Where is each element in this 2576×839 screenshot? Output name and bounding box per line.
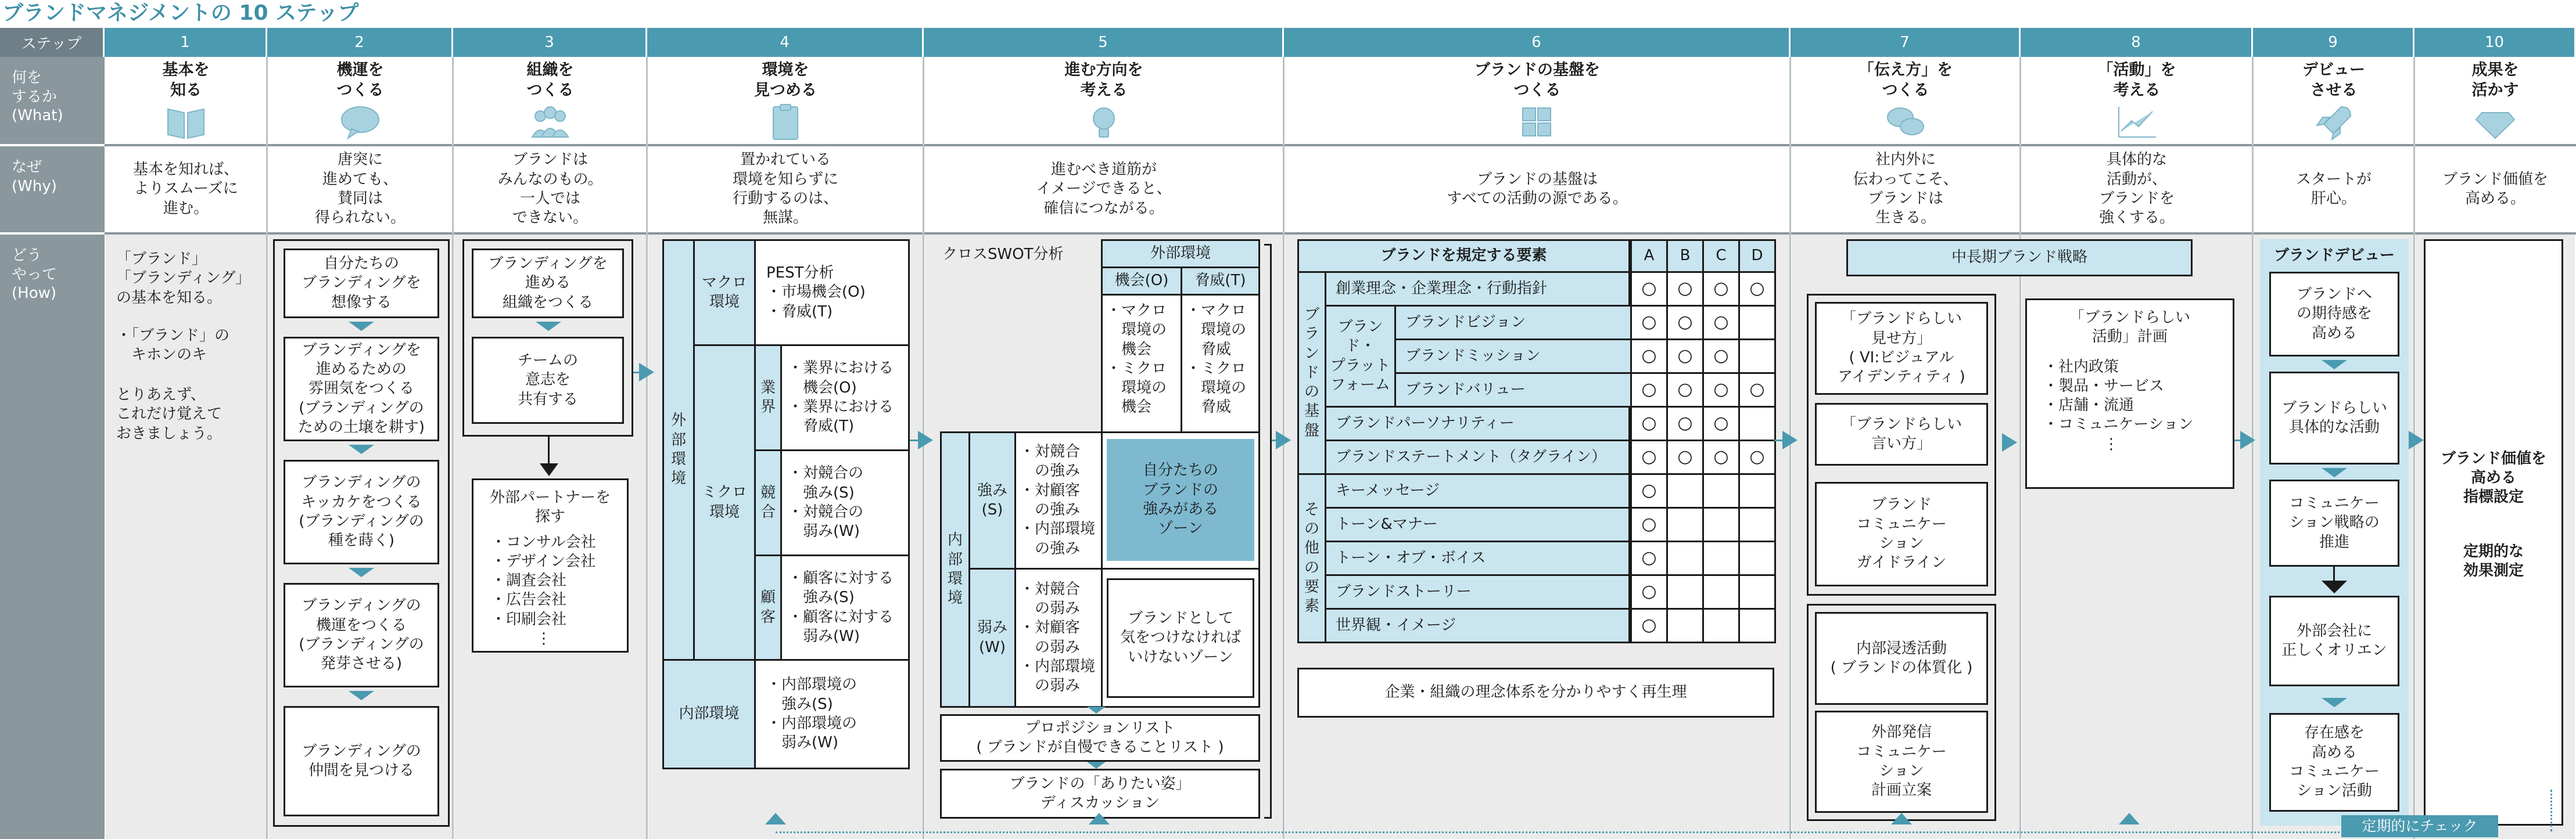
step6-mark-5-0: ○ bbox=[1630, 440, 1668, 475]
check-dotted-line bbox=[776, 831, 2489, 833]
step5-opp-header: 機会(O) bbox=[1101, 267, 1182, 296]
step5-thr-header: 脅威(T) bbox=[1181, 267, 1260, 296]
why-text-6: ブランドの基盤は すべての活動の源である。 bbox=[1447, 170, 1628, 207]
why-text-1: 基本を知れば、 よりスムーズに 進む。 bbox=[132, 161, 239, 217]
step6-mark-7-2 bbox=[1702, 507, 1740, 542]
step6-mark-5-2: ○ bbox=[1702, 440, 1740, 475]
step6-col-C: C bbox=[1702, 239, 1740, 273]
check-dotted-up bbox=[2550, 790, 2552, 831]
step1-text-2: ・「ブランド」の キホンのキ bbox=[116, 327, 230, 364]
why-text-4: 置かれている 環境を知らずに 行動するのは、 無謀。 bbox=[732, 151, 838, 227]
step5-cross-swot-label: クロスSWOT分析 bbox=[942, 246, 1064, 263]
step6-mark-5-3: ○ bbox=[1738, 440, 1776, 475]
step2-box-5: ブランディングの 仲間を見つける bbox=[284, 706, 439, 816]
step3-partner-list: ・コンサル会社 ・デザイン会社 ・調査会社 ・広告会社 ・印刷会社 ⋮ bbox=[491, 533, 596, 647]
flow-arrow-8-9 bbox=[2240, 431, 2255, 449]
why-text-9: スタートが 肝心。 bbox=[2295, 170, 2372, 207]
step-number-9: 9 bbox=[2253, 28, 2414, 57]
step5-bracket bbox=[1270, 244, 1272, 819]
step6-base-label: ブ ラ ン ド の 基 盤 bbox=[1297, 271, 1326, 475]
step-number-5: 5 bbox=[924, 28, 1284, 57]
step6-col-B: B bbox=[1666, 239, 1704, 273]
what-label-6: ブランドの基盤を つくる bbox=[1474, 61, 1600, 99]
why-text-3: ブランドは みんなのもの。 一人では できない。 bbox=[497, 151, 603, 227]
clipboard-icon bbox=[759, 99, 812, 145]
page-title: ブランドマネジメントの 10 ステップ bbox=[2, 1, 359, 25]
step9-box-3: コミュニケー ション戦略の 推進 bbox=[2269, 480, 2399, 567]
why-text-2: 唐突に 進めても、 賛同は 得られない。 bbox=[314, 151, 406, 227]
step10-box bbox=[2424, 239, 2563, 826]
growth-chart-icon bbox=[2110, 99, 2164, 145]
step-number-6: 6 bbox=[1284, 28, 1791, 57]
step78-header: 中長期ブランド戦略 bbox=[1846, 239, 2193, 276]
step4-external-label: 外 部 環 境 bbox=[662, 239, 695, 661]
flow-arrow-5-6 bbox=[1276, 431, 1291, 449]
step2-box-3: ブランディングの キッカケをつくる (ブランディングの 種を蒔く) bbox=[284, 460, 439, 564]
what-label-1: 基本を 知る bbox=[162, 61, 210, 99]
step6-mark-10-2 bbox=[1702, 608, 1740, 643]
step-header-label: ステップ bbox=[0, 28, 105, 57]
step6-mark-0-1: ○ bbox=[1666, 271, 1704, 307]
what-label-4: 環境を 見つめる bbox=[754, 61, 817, 99]
step9-box-1: ブランドへ の期待感を 高める bbox=[2269, 272, 2399, 357]
step6-mark-6-1 bbox=[1666, 473, 1704, 509]
step4-internal-text: ・内部環境の 強み(S) ・内部環境の 弱み(W) bbox=[754, 659, 910, 769]
step6-mark-9-2 bbox=[1702, 574, 1740, 610]
step2-arrow-3 bbox=[349, 568, 374, 577]
step4-customer-label: 顧 客 bbox=[754, 554, 782, 661]
step-number-2: 2 bbox=[267, 28, 453, 57]
step10-text-1: ブランド価値を 高める 指標設定 bbox=[2440, 449, 2546, 506]
step6-mark-4-2: ○ bbox=[1702, 406, 1740, 441]
step5-ideal-discussion: ブランドの「ありたい姿」 ディスカッション bbox=[940, 769, 1260, 819]
step6-mark-8-1 bbox=[1666, 541, 1704, 576]
step4-internal-label: 内部環境 bbox=[662, 659, 756, 769]
step6-col-D: D bbox=[1738, 239, 1776, 273]
step-number-8: 8 bbox=[2021, 28, 2253, 57]
step6-other-label: そ の 他 の 要 素 bbox=[1297, 473, 1326, 643]
step6-row-r_phil: 創業理念・企業理念・行動指針 bbox=[1325, 271, 1630, 307]
step4-competition-text: ・対競合の 強み(S) ・対競合の 弱み(W) bbox=[780, 449, 910, 556]
step6-mark-5-1: ○ bbox=[1666, 440, 1704, 475]
puzzle-icon bbox=[1511, 99, 1564, 145]
step6-mark-1-3 bbox=[1738, 305, 1776, 340]
step6-mark-7-3 bbox=[1738, 507, 1776, 542]
step6-mark-6-0: ○ bbox=[1630, 473, 1668, 509]
step7-visual: 「ブランドらしい 見せ方」 ( VI:ビジュアル アイデンティティ ) bbox=[1815, 302, 1988, 395]
step10-text-2: 定期的な 効果測定 bbox=[2463, 542, 2524, 579]
why-text-7: 社内外に 伝わってこそ、 ブランドは 生きる。 bbox=[1853, 151, 1958, 227]
step7-external: 外部発信 コミュニケー ション 計画立案 bbox=[1815, 711, 1988, 813]
step6-row-r_value: ブランドバリュー bbox=[1394, 372, 1632, 408]
step6-mark-3-3: ○ bbox=[1738, 372, 1776, 408]
step6-mark-10-3 bbox=[1738, 608, 1776, 643]
step6-row-r_mission: ブランドミッション bbox=[1394, 339, 1632, 374]
step3-partner-box bbox=[472, 478, 629, 653]
step6-mark-3-2: ○ bbox=[1702, 372, 1740, 408]
step6-mark-4-1: ○ bbox=[1666, 406, 1704, 441]
step6-mark-10-0: ○ bbox=[1630, 608, 1668, 643]
what-label-2: 機運を つくる bbox=[336, 61, 384, 99]
step6-mark-3-0: ○ bbox=[1630, 372, 1668, 408]
step4-macro-label: マクロ 環境 bbox=[693, 239, 756, 346]
step6-mark-8-2 bbox=[1702, 541, 1740, 576]
why-text-5: 進むべき道筋が イメージできると、 確信につながる。 bbox=[1036, 161, 1172, 217]
step6-row-r_voice: トーン・オブ・ボイス bbox=[1325, 541, 1630, 576]
step6-mark-4-3 bbox=[1738, 406, 1776, 441]
step6-bottom-note: 企業・組織の理念体系を分かりやすく再生理 bbox=[1297, 668, 1774, 718]
step-number-4: 4 bbox=[647, 28, 924, 57]
step6-mark-7-1 bbox=[1666, 507, 1704, 542]
step5-opp-text: ・マクロ 環境の 機会 ・ミクロ 環境の 機会 bbox=[1101, 294, 1182, 433]
row-label-how: どう やって (How) bbox=[0, 235, 105, 839]
check-arrow-5 bbox=[1089, 813, 1110, 824]
step6-mark-0-2: ○ bbox=[1702, 271, 1740, 307]
step5-str-text: ・対競合 の強み ・対顧客 の強み ・内部環境 の強み bbox=[1014, 431, 1103, 570]
what-label-9: デビュー させる bbox=[2302, 61, 2365, 99]
step8-plan-box bbox=[2025, 298, 2234, 489]
step5-arrow-2 bbox=[1087, 762, 1106, 769]
step6-mark-0-0: ○ bbox=[1630, 271, 1668, 307]
step6-mark-9-3 bbox=[1738, 574, 1776, 610]
step6-mark-2-3 bbox=[1738, 339, 1776, 374]
step6-mark-2-0: ○ bbox=[1630, 339, 1668, 374]
step5-ext-header: 外部環境 bbox=[1101, 239, 1260, 268]
step6-row-r_pers: ブランドパーソナリティー bbox=[1325, 406, 1630, 441]
step6-mark-1-2: ○ bbox=[1702, 305, 1740, 340]
step5-thr-text: ・マクロ 環境の 脅威 ・ミクロ 環境の 脅威 bbox=[1181, 294, 1260, 433]
step6-table-header: ブランドを規定する要素 bbox=[1297, 239, 1630, 273]
step6-row-r_vision: ブランドビジョン bbox=[1394, 305, 1632, 340]
step5-wk-label: 弱み (W) bbox=[968, 568, 1016, 708]
step-number-3: 3 bbox=[453, 28, 647, 57]
step2-box-2: ブランディングを 進めるための 雰囲気をつくる (ブランディングの ための土壌を耕す) bbox=[284, 337, 439, 441]
step3-arrow-down bbox=[540, 463, 558, 476]
what-label-3: 組織を つくる bbox=[526, 61, 574, 99]
row-label-why: なぜ (Why) bbox=[0, 146, 105, 232]
why-text-10: ブランド価値を 高める。 bbox=[2442, 170, 2548, 207]
rocket-icon bbox=[2307, 99, 2360, 145]
step6-row-r_key: キーメッセージ bbox=[1325, 473, 1630, 509]
flow-arrow-6-7 bbox=[1782, 431, 1798, 449]
step9-arrow-3 bbox=[2322, 581, 2347, 593]
step9-header: ブランドデビュー bbox=[2273, 247, 2395, 265]
step7-verbal: 「ブランドらしい 言い方」 bbox=[1815, 403, 1988, 466]
step5-zone-caution: ブランドとして 気をつけなければ いけないゾーン bbox=[1107, 578, 1254, 698]
step4-industry-label: 業 界 bbox=[754, 344, 782, 451]
what-label-10: 成果を 活かす bbox=[2471, 61, 2519, 99]
step8-plan-list: ・社内政策 ・製品・サービス ・店舗・流通 ・コミュニケーション ⋮ bbox=[2043, 358, 2194, 453]
step6-platform-label: ブランド・ プラット フォーム bbox=[1325, 305, 1396, 408]
speech-bubble-icon bbox=[333, 99, 387, 145]
step2-arrow-1 bbox=[349, 322, 374, 331]
step5-zone-strength: 自分たちの ブランドの 強みがある ゾーン bbox=[1107, 439, 1254, 561]
how-lane-1 bbox=[106, 235, 266, 839]
step6-row-r_tone: トーン&マナー bbox=[1325, 507, 1630, 542]
step6-row-r_story: ブランドストーリー bbox=[1325, 574, 1630, 610]
step-number-1: 1 bbox=[105, 28, 267, 57]
diamond-icon bbox=[2469, 99, 2522, 145]
step6-row-r_world: 世界観・イメージ bbox=[1325, 608, 1630, 643]
step6-mark-6-3 bbox=[1738, 473, 1776, 509]
check-arrow-7 bbox=[1891, 813, 1912, 824]
step-number-7: 7 bbox=[1791, 28, 2021, 57]
step7-internal: 内部浸透活動 ( ブランドの体質化 ) bbox=[1815, 612, 1988, 705]
step6-mark-3-1: ○ bbox=[1666, 372, 1704, 408]
step5-arrow-1 bbox=[1087, 707, 1106, 714]
step5-proposition-list: プロポジションリスト ( ブランドが自慢できることリスト ) bbox=[940, 714, 1260, 762]
step9-arrow-2 bbox=[2322, 468, 2347, 477]
step3-box-2: チームの 意志を 共有する bbox=[472, 337, 624, 424]
step6-mark-10-1 bbox=[1666, 608, 1704, 643]
check-arrow-4 bbox=[765, 813, 786, 824]
step9-box-4: 外部会社に 正しくオリエン bbox=[2269, 596, 2399, 686]
step6-mark-8-0: ○ bbox=[1630, 541, 1668, 576]
check-arrow-8 bbox=[2119, 813, 2140, 824]
step9-box-5: 存在感を 高める コミュニケー ション活動 bbox=[2269, 713, 2399, 812]
step9-box-2: ブランドらしい 具体的な活動 bbox=[2269, 372, 2399, 464]
step6-mark-1-1: ○ bbox=[1666, 305, 1704, 340]
step6-mark-0-3: ○ bbox=[1738, 271, 1776, 307]
step3-line bbox=[548, 437, 550, 464]
check-label: 定期的にチェック bbox=[2341, 815, 2498, 837]
step-number-10: 10 bbox=[2414, 28, 2576, 57]
what-label-8: 「活動」を 考える bbox=[2097, 61, 2176, 99]
step1-text-3: とりあえず、 これだけ覚えて おきましょう。 bbox=[116, 386, 223, 442]
step2-arrow-4 bbox=[349, 691, 374, 700]
step2-box-4: ブランディングの 機運をつくる (ブランディングの 発芽させる) bbox=[284, 583, 439, 687]
step5-wk-text: ・対競合 の弱み ・対顧客 の弱み ・内部環境 の弱み bbox=[1014, 568, 1103, 708]
step6-col-A: A bbox=[1630, 239, 1668, 273]
step4-customer-text: ・顧客に対する 強み(S) ・顧客に対する 弱み(W) bbox=[780, 554, 910, 661]
flow-arrow-9-10 bbox=[2409, 431, 2424, 449]
step3-box-1: ブランディングを 進める 組織をつくる bbox=[472, 249, 624, 318]
step9-arrow-4 bbox=[2322, 698, 2347, 707]
chat-bubbles-icon bbox=[1879, 99, 1932, 145]
step7-to-8-arrow bbox=[2002, 433, 2017, 452]
step6-mark-9-0: ○ bbox=[1630, 574, 1668, 610]
step3-arrow-1 bbox=[536, 322, 561, 331]
step4-industry-text: ・業界における 機会(O) ・業界における 脅威(T) bbox=[780, 344, 910, 451]
step5-str-label: 強み (S) bbox=[968, 431, 1016, 570]
lightbulb-icon bbox=[1077, 99, 1131, 145]
what-label-7: 「伝え方」を つくる bbox=[1859, 61, 1953, 99]
step5-int-label: 内 部 環 境 bbox=[940, 431, 970, 708]
step6-mark-8-3 bbox=[1738, 541, 1776, 576]
step6-mark-2-2: ○ bbox=[1702, 339, 1740, 374]
step6-mark-9-1 bbox=[1666, 574, 1704, 610]
step6-mark-2-1: ○ bbox=[1666, 339, 1704, 374]
step8-plan-title: 「ブランドらしい 活動」計画 bbox=[2069, 309, 2190, 346]
what-label-5: 進む方向を 考える bbox=[1064, 61, 1143, 99]
step3-partner-title: 外部パートナーを 探す bbox=[489, 489, 611, 526]
step9-arrow-1 bbox=[2322, 360, 2347, 369]
step1-text-1: 「ブランド」 「ブランディング」 の基本を知る。 bbox=[116, 250, 251, 307]
step7-guideline: ブランド コミュニケー ション ガイドライン bbox=[1815, 482, 1988, 586]
step6-mark-7-0: ○ bbox=[1630, 507, 1668, 542]
step4-pest: PEST分析 ・市場機会(O) ・脅威(T) bbox=[754, 239, 910, 346]
people-icon bbox=[523, 99, 577, 145]
step4-competition-label: 競 合 bbox=[754, 449, 782, 556]
row-label-what: 何を するか (What) bbox=[0, 57, 105, 144]
book-icon bbox=[159, 99, 213, 145]
step6-mark-4-0: ○ bbox=[1630, 406, 1668, 441]
why-text-8: 具体的な 活動が、 ブランドを 強くする。 bbox=[2098, 151, 2175, 227]
step4-micro-label: ミクロ 環境 bbox=[693, 344, 756, 661]
step2-arrow-2 bbox=[349, 445, 374, 454]
step6-row-r_stmt: ブランドステートメント（タグライン） bbox=[1325, 440, 1630, 475]
step6-mark-6-2 bbox=[1702, 473, 1740, 509]
step2-box-1: 自分たちの ブランディングを 想像する bbox=[284, 249, 439, 318]
step6-mark-1-0: ○ bbox=[1630, 305, 1668, 340]
